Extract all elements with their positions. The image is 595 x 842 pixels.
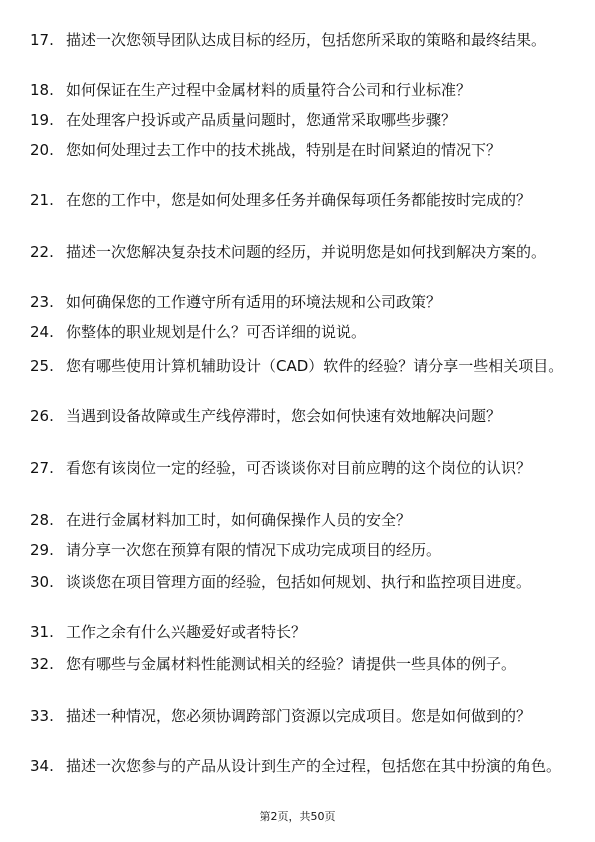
question-number: 33.	[30, 707, 54, 725]
question-number: 20.	[30, 141, 54, 159]
question-text: 在您的工作中，您是如何处理多任务并确保每项任务都能按时完成的？	[66, 191, 532, 209]
question-text: 如何确保您的工作遵守所有适用的环境法规和公司政策？	[66, 293, 442, 311]
question-text: 你整体的职业规划是什么？可否详细的说说。	[66, 323, 367, 341]
question-number: 30.	[30, 573, 54, 591]
question-text: 如何保证在生产过程中金属材料的质量符合公司和行业标准？	[66, 81, 472, 99]
question-text: 描述一种情况，您必须协调跨部门资源以完成项目。您是如何做到的？	[66, 707, 532, 725]
question-text: 描述一次您领导团队达成目标的经历，包括您所采取的策略和最终结果。	[66, 31, 547, 49]
question-number: 28.	[30, 511, 54, 529]
question-number: 31.	[30, 623, 54, 641]
question-text: 您如何处理过去工作中的技术挑战，特别是在时间紧迫的情况下？	[66, 141, 502, 159]
question-number: 27.	[30, 459, 54, 477]
question-number: 24.	[30, 323, 54, 341]
question-text: 在进行金属材料加工时，如何确保操作人员的安全？	[66, 511, 412, 529]
question-number: 29.	[30, 541, 54, 559]
question-text: 描述一次您参与的产品从设计到生产的全过程，包括您在其中扮演的角色。	[66, 757, 562, 775]
question-number: 19.	[30, 111, 54, 129]
question-text: 描述一次您解决复杂技术问题的经历，并说明您是如何找到解决方案的。	[66, 243, 547, 261]
question-text: 您有哪些与金属材料性能测试相关的经验？请提供一些具体的例子。	[66, 655, 517, 673]
question-number: 18.	[30, 81, 54, 99]
question-number: 32.	[30, 655, 54, 673]
page-footer: 第2页，共50页	[259, 810, 336, 823]
question-number: 23.	[30, 293, 54, 311]
question-text: 在处理客户投诉或产品质量问题时，您通常采取哪些步骤？	[66, 111, 457, 129]
question-number: 17.	[30, 31, 54, 49]
question-text: 当遇到设备故障或生产线停滞时，您会如何快速有效地解决问题？	[66, 407, 502, 425]
question-text: 谈谈您在项目管理方面的经验，包括如何规划、执行和监控项目进度。	[66, 573, 532, 591]
question-number: 26.	[30, 407, 54, 425]
question-number: 25.	[30, 357, 54, 375]
question-text: 请分享一次您在预算有限的情况下成功完成项目的经历。	[66, 541, 442, 559]
question-number: 22.	[30, 243, 54, 261]
question-text: 您有哪些使用计算机辅助设计（CAD）软件的经验？请分享一些相关项目。	[66, 357, 564, 375]
question-text: 看您有该岗位一定的经验，可否谈谈你对目前应聘的这个岗位的认识？	[66, 459, 532, 477]
question-text: 工作之余有什么兴趣爱好或者特长？	[66, 623, 307, 641]
question-number: 34.	[30, 757, 54, 775]
question-number: 21.	[30, 191, 54, 209]
